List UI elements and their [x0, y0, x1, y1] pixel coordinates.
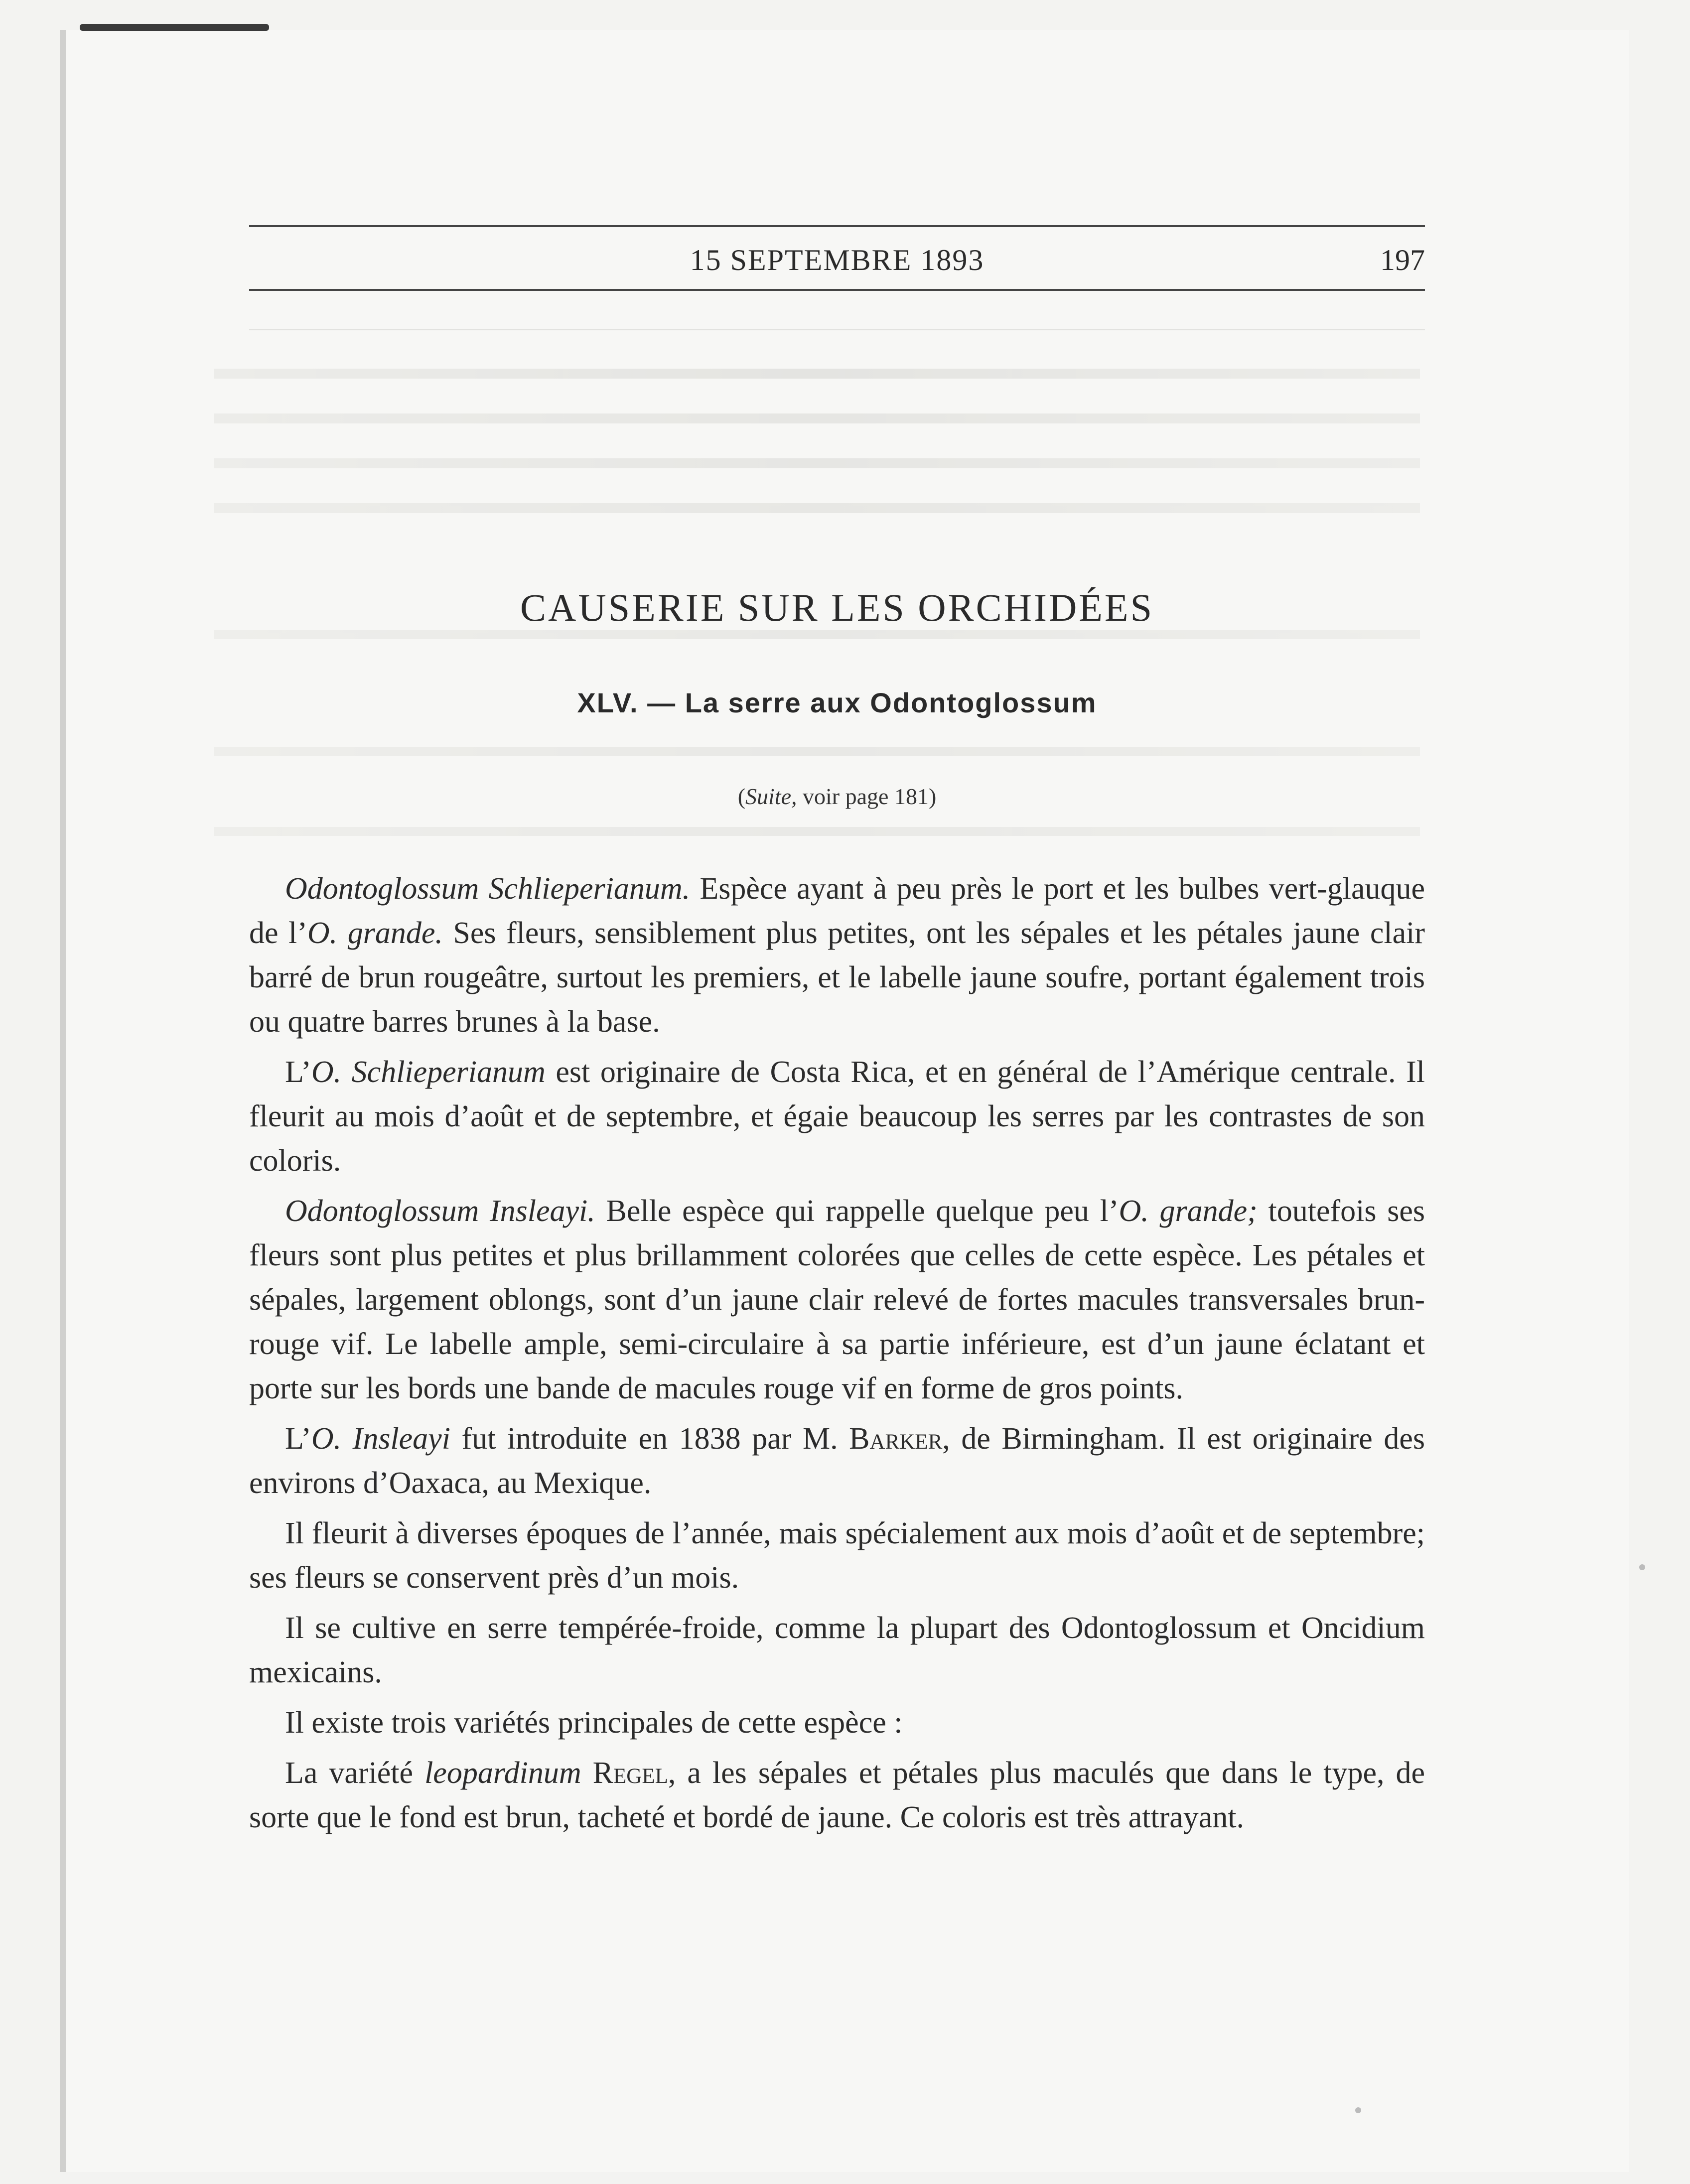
article-title: CAUSERIE SUR LES ORCHIDÉES	[520, 586, 1154, 629]
paragraph-text: fut introduite en 1838 par M.	[450, 1422, 849, 1456]
paragraph-schlieperianum-origin	[249, 1050, 1425, 1183]
header-rule-bottom	[249, 289, 1425, 291]
species-name: Odontoglossum Insleayi.	[285, 1194, 595, 1228]
scan-speck	[1355, 2107, 1361, 2113]
running-header	[249, 238, 1425, 283]
continuation-rest: voir page 181)	[797, 784, 937, 809]
paragraph-text: Belle espèce qui rappelle quelque peu l’	[595, 1194, 1119, 1228]
person-name: Barker	[849, 1422, 943, 1456]
paragraph-text	[581, 1756, 593, 1790]
paragraph-text: La variété	[285, 1756, 425, 1790]
continuation-open: (	[737, 784, 746, 809]
article-subtitle: XLV. — La serre aux Odontoglossum	[577, 687, 1097, 718]
page-number: 197	[1380, 244, 1425, 276]
paragraph-flowering: Il fleurit à diverses époques de l’année, mais spécialement aux mois d’août et de septembre; ses fleurs se conservent près d’un mois.	[249, 1516, 1425, 1595]
paragraph-insleayi-origin	[249, 1417, 1425, 1505]
species-reference: O. grande.	[307, 916, 443, 950]
person-name: Regel	[592, 1756, 668, 1790]
paragraph-varieties-intro: Il existe trois variétés principales de cette espèce :	[285, 1706, 903, 1740]
species-reference: O. grande;	[1119, 1194, 1258, 1228]
species-reference: O. Insleayi	[311, 1422, 450, 1456]
continuation-suite: Suite,	[745, 784, 797, 809]
paragraph-cultivation: Il se cultive en serre tempérée-froide, comme la plupart des Odontoglossum et Oncidium mexicains.	[249, 1611, 1425, 1689]
scan-speck	[1639, 1564, 1645, 1570]
header-rule-top	[249, 225, 1425, 227]
paragraph-text: est originaire de Costa Rica, et en général de l’Amérique centrale. Il fleurit au mois d’août et de septembre, et égaie beaucoup les serres par les contrastes de son coloris.	[249, 1055, 1425, 1178]
paragraph-variety-leopardinum	[249, 1751, 1425, 1840]
scan-edge-mark	[80, 24, 269, 31]
paragraph-insleayi	[249, 1189, 1425, 1411]
paragraph-text: toutefois ses fleurs sont plus petites et plus brillamment colorées que celles de cette espèce. Les pétales et sépales, largement oblongs, sont d’un jaune clair relevé de fortes macules transversales brun-rouge vif. Le labelle ample, semi-circulaire à sa partie inférieure, est d’un jaune éclatant et porte sur les bords une bande de macules rouge vif en forme de gros points.	[249, 1194, 1425, 1405]
species-reference: O. Schlieperianum	[311, 1055, 546, 1089]
paragraph-text: L’	[285, 1422, 311, 1456]
binding-shadow	[60, 30, 66, 2172]
species-name: Odontoglossum Schlieperianum.	[285, 872, 691, 906]
continuation-note	[249, 783, 1425, 810]
paragraph-text: , de Birmingham. Il est originaire des environs d’Oaxaca, au Mexique.	[249, 1422, 1425, 1500]
paragraph-schlieperianum	[249, 867, 1425, 1044]
article-body	[249, 867, 1425, 1840]
paragraph-text: , a les sépales et pétales plus maculés que dans le type, de sorte que le fond est brun, tacheté et bordé de jaune. Ce coloris est très attrayant.	[249, 1756, 1425, 1834]
paragraph-text: Ses fleurs, sensiblement plus petites, ont les sépales et les pétales jaune clair barré de brun rougeâtre, surtout les premiers, et le labelle jaune soufre, portant également trois ou quatre barres brunes à la base.	[249, 916, 1425, 1039]
header-date: 15 SEPTEMBRE 1893	[690, 244, 985, 276]
paragraph-text: L’	[285, 1055, 311, 1089]
paragraph-text: Espèce ayant à peu près le port et les bulbes vert-glauque de l’	[249, 872, 1425, 950]
variety-name: leopardinum	[424, 1756, 581, 1790]
